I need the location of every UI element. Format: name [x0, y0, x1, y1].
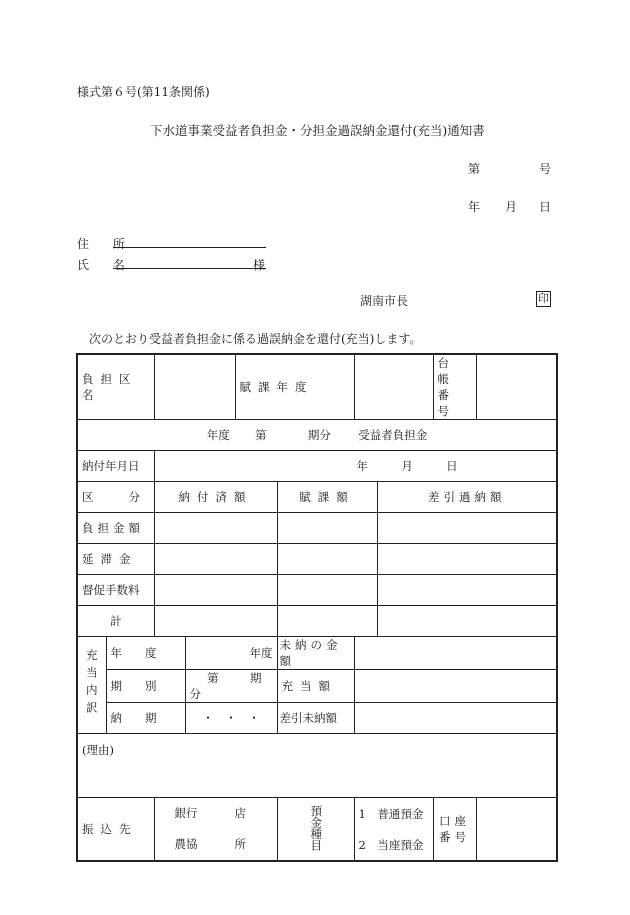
bank-suffix: 銀行 [174, 806, 198, 820]
alloc-term-suffix: 期分 [189, 671, 262, 701]
payment-date-label: 納付年月日 [77, 451, 154, 482]
seal-stamp: 印 [538, 292, 549, 305]
reason-label: (理由) [82, 743, 114, 757]
cell-total-paid[interactable] [154, 606, 277, 637]
row-label-late-fee: 延滞金 [77, 544, 154, 575]
period-line [77, 420, 557, 451]
date-year: 年 [468, 200, 481, 214]
allocation-label: 充当内訳 [77, 637, 106, 734]
deposit-current[interactable]: 2 当座預金 [354, 829, 433, 861]
alloc-allocated-label: 充当額 [277, 670, 354, 703]
cell-burden-overpaid[interactable] [377, 513, 557, 544]
alloc-deadline-value[interactable]: ・ ・ ・ [185, 703, 277, 734]
period-year: 年度 [206, 428, 230, 442]
payment-date-value[interactable] [154, 451, 557, 482]
account-number-label: 口座番号 [433, 798, 476, 862]
row-label-reminder-fee: 督促手数料 [77, 575, 154, 606]
fiscal-year-value[interactable] [354, 354, 433, 420]
mayor-title: 湖南市長 [360, 294, 409, 308]
name-line[interactable] [113, 268, 266, 269]
alloc-unpaid-label: 未納の金額 [277, 637, 354, 670]
ledger-number-label: 台帳番号 [433, 354, 476, 420]
alloc-year-label: 年 度 [106, 637, 185, 670]
cell-total-overpaid[interactable] [377, 606, 557, 637]
fiscal-year-label: 賦課年度 [235, 354, 354, 420]
alloc-remaining-label: 差引未納額 [277, 703, 354, 734]
cell-late-paid[interactable] [154, 544, 277, 575]
header-category: 区 分 [77, 482, 154, 513]
alloc-allocated-value[interactable] [354, 670, 557, 703]
cell-late-assessed[interactable] [277, 544, 377, 575]
refund-table [76, 353, 558, 862]
cell-total-assessed[interactable] [277, 606, 377, 637]
address-label: 住 所 [77, 237, 135, 251]
cell-burden-assessed[interactable] [277, 513, 377, 544]
alloc-year-value[interactable]: 年度 [185, 637, 277, 670]
period-label: 受益者負担金 [358, 428, 428, 442]
period-term: 期分 [307, 428, 331, 442]
transfer-label: 振込先 [77, 798, 154, 862]
date-month: 月 [505, 200, 518, 214]
alloc-term-value[interactable] [185, 670, 277, 703]
header-assessed: 賦課額 [277, 482, 377, 513]
row-label-burden: 負担金額 [77, 513, 154, 544]
address-line[interactable] [113, 247, 266, 248]
district-label: 負担区名 [77, 354, 154, 420]
transfer-bank-cell[interactable] [154, 798, 277, 862]
document-title: 下水道事業受益者負担金・分担金過誤納金還付(充当)通知書 [150, 123, 485, 138]
period-dai: 第 [255, 428, 267, 442]
reason-box[interactable] [77, 734, 557, 798]
alloc-term-label: 期 別 [106, 670, 185, 703]
branch-suffix: 店 [234, 806, 246, 820]
doc-number-suffix: 号 [539, 162, 552, 176]
district-value[interactable] [154, 354, 235, 420]
deposit-ordinary[interactable]: 1 普通預金 [354, 798, 433, 830]
date-day: 日 [539, 200, 552, 214]
cell-reminder-overpaid[interactable] [377, 575, 557, 606]
office-suffix: 所 [234, 837, 246, 851]
row-label-total: 計 [77, 606, 154, 637]
alloc-unpaid-value[interactable] [354, 637, 557, 670]
cell-reminder-paid[interactable] [154, 575, 277, 606]
doc-number-prefix: 第 [468, 162, 481, 176]
cell-late-overpaid[interactable] [377, 544, 557, 575]
alloc-deadline-label: 納 期 [106, 703, 185, 734]
header-paid: 納付済額 [154, 482, 277, 513]
header-overpaid: 差引過納額 [377, 482, 557, 513]
name-label: 氏 名 [77, 258, 135, 272]
intro-text: 次のとおり受益者負担金に係る過誤納金を還付(充当)します。 [89, 332, 422, 346]
cell-reminder-assessed[interactable] [277, 575, 377, 606]
alloc-term-dai: 第 [207, 671, 219, 685]
payment-date-year: 年 [356, 459, 369, 473]
honorific: 様 [253, 258, 266, 272]
account-number-value[interactable] [476, 798, 557, 862]
ledger-number-value[interactable] [476, 354, 557, 420]
cell-burden-paid[interactable] [154, 513, 277, 544]
payment-date-month: 月 [401, 459, 413, 473]
coop-suffix: 農協 [174, 837, 198, 851]
form-number: 様式第６号(第11条関係) [77, 85, 210, 99]
payment-date-day: 日 [446, 459, 458, 473]
deposit-type-label: 預金種目 [277, 798, 354, 862]
alloc-remaining-value[interactable] [354, 703, 557, 734]
